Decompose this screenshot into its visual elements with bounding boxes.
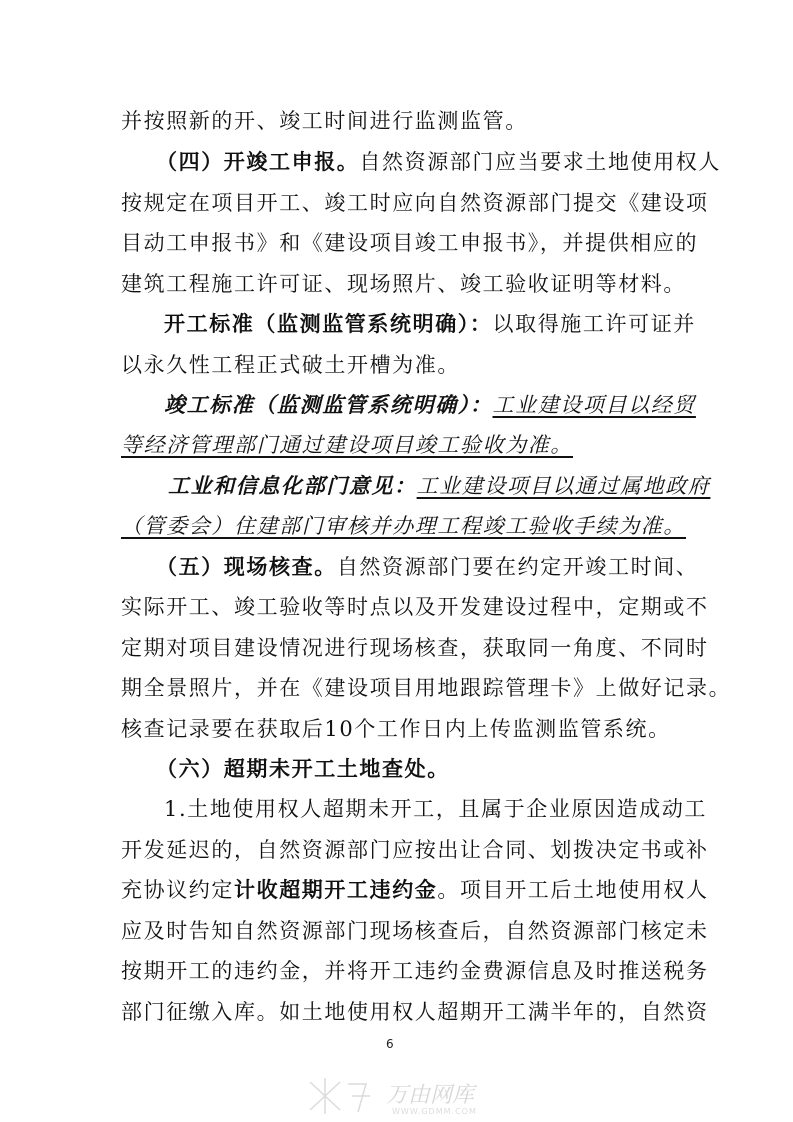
- paragraph-line: 开发延迟的，自然资源部门应按出让合同、划拨决定书或补: [121, 838, 709, 862]
- watermark-logo: [300, 1072, 530, 1118]
- page-number: 6: [386, 1037, 394, 1051]
- paragraph-line: 建筑工程施工许可证、现场照片、竣工验收证明等材料。: [121, 272, 686, 296]
- paragraph-line: 实际开工、竣工验收等时点以及开发建设过程中，定期或不: [121, 595, 709, 619]
- completion-standard-line: 竣工标准（监测监管系统明确）：工业建设项目以经贸: [164, 393, 696, 417]
- paragraph-line: 等经济管理部门通过建设项目竣工验收为准。: [121, 433, 573, 457]
- watermark-text: 万由网库: [386, 1083, 475, 1108]
- industry-opinion-line: 工业和信息化部门意见：工业建设项目以通过属地政府: [168, 474, 711, 498]
- paragraph-line: （管委会）住建部门审核并办理工程竣工验收手续为准。: [121, 514, 686, 538]
- section-heading-4: （四）开竣工申报。自然资源部门应当要求土地使用权人: [156, 150, 722, 174]
- paragraph-line: 部门征缴入库。如土地使用权人超期开工满半年的，自然资: [121, 1000, 709, 1024]
- paragraph-line: 定期对项目建设情况进行现场核查，获取同一角度、不同时: [121, 636, 709, 660]
- section-heading-6: （六）超期未开工土地查处。: [156, 757, 450, 781]
- paragraph-line: 按期开工的违约金，并将开工违约金费源信息及时推送税务: [121, 959, 709, 983]
- paragraph-line: 以永久性工程正式破土开槽为准。: [121, 353, 460, 377]
- paragraph-line: 按规定在项目开工、竣工时应向自然资源部门提交《建设项: [121, 191, 709, 215]
- paragraph-line: 应及时告知自然资源部门现场核查后，自然资源部门核定未: [121, 919, 709, 943]
- paragraph-line: 并按照新的开、竣工时间进行监测监管。: [121, 109, 528, 133]
- paragraph-line: 充协议约定计收超期开工违约金。项目开工后土地使用权人: [121, 878, 709, 902]
- watermark-url: WWW.GDMM.COM: [392, 1107, 477, 1116]
- paragraph-line: 目动工申报书》和《建设项目竣工申报书》，并提供相应的: [121, 231, 699, 255]
- paragraph-line: 核查记录要在获取后10个工作日内上传监测监管系统。: [121, 717, 671, 741]
- paragraph-line: 期全景照片，并在《建设项目用地跟踪管理卡》上做好记录。: [121, 676, 732, 700]
- section-heading-5: （五）现场核查。自然资源部门要在约定开竣工时间、: [156, 555, 699, 579]
- start-standard-line: 开工标准（监测监管系统明确）：以取得施工许可证并: [164, 312, 696, 336]
- paragraph-line: 1.土地使用权人超期未开工，且属于企业原因造成动工: [164, 797, 708, 821]
